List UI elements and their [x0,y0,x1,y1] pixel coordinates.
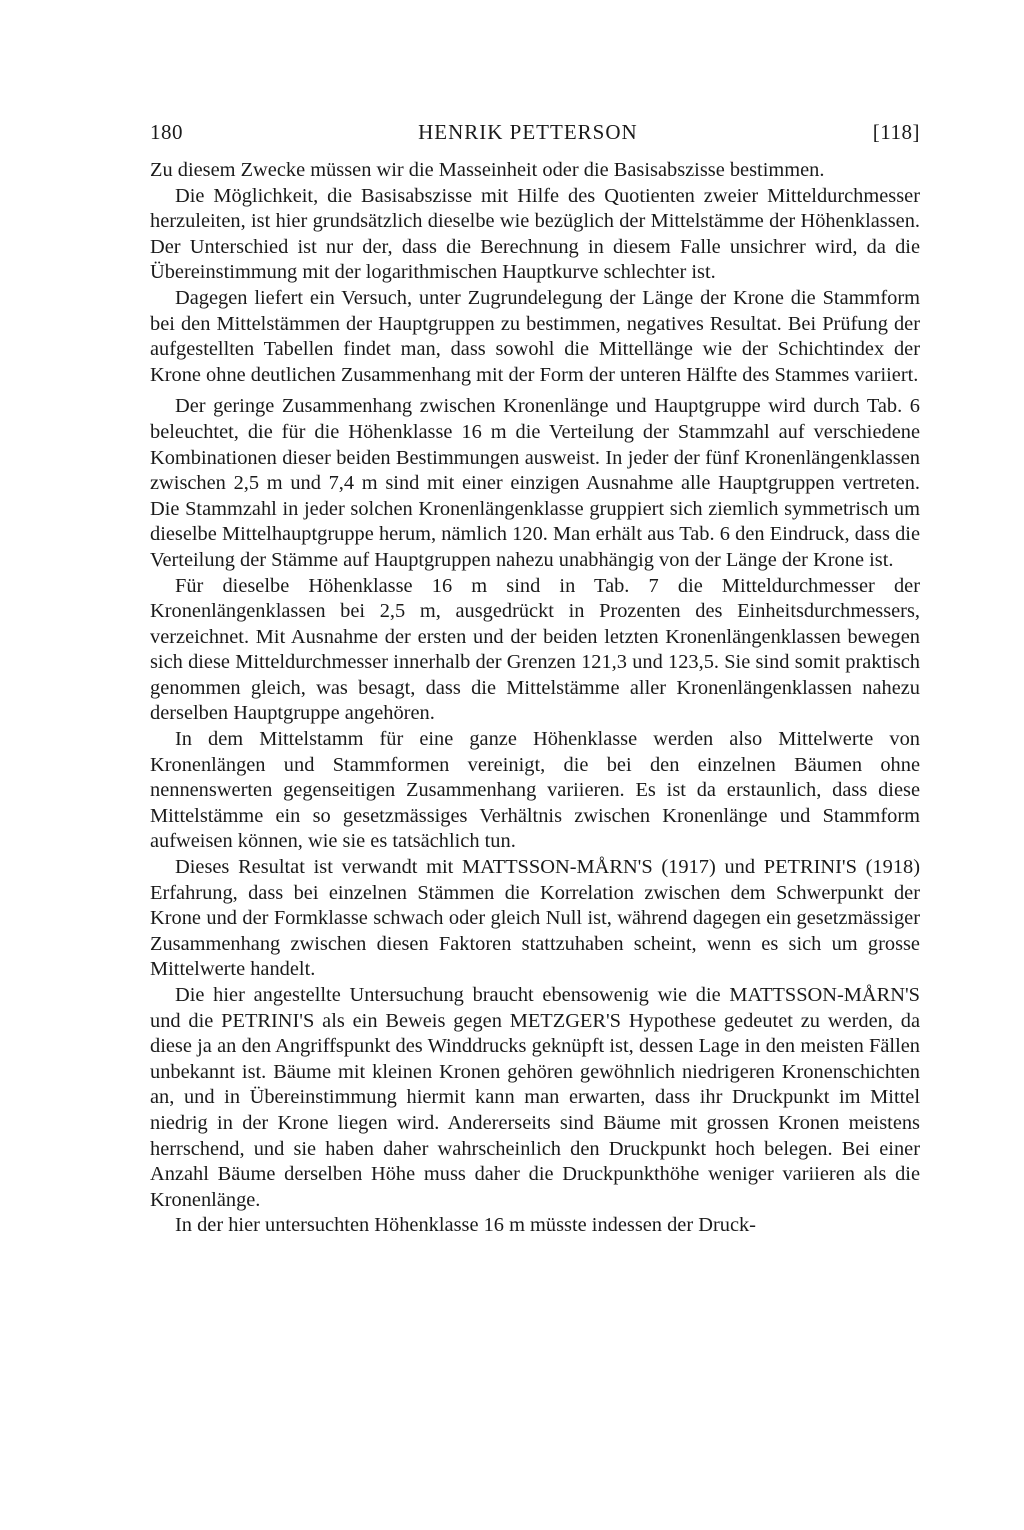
paragraph: Für dieselbe Höhenklasse 16 m sind in Tab. 7 die Mitteldurchmesser der Kronenlängenklassen bei 2,5 m, ausgedrückt in Prozenten des Einheitsdurchmessers, verzeichnet. Mit Ausnahme der ersten und der beiden letzten Kronenlängenklassen bewegen sich diese Mitteldurchmesser innerhalb der Grenzen 121,3 und 123,5. Sie sind somit praktisch genommen gleich, was besagt, dass die Mittelstämme aller Kronenlängenklassen nahezu derselben Hauptgruppe angehören. [150,574,920,725]
running-head [150,118,920,146]
paragraph: In dem Mittelstamm für eine ganze Höhenklasse werden also Mittelwerte von Kronenlängen und Stammformen vereinigt, die bei den einzelnen Bäumen ohne nennenswerten gegenseitigen Zusammenhang variieren. Es ist da erstaunlich, dass diese Mittelstämme ein so gesetzmässiges Verhältnis zwischen Kronenlänge und Stammform aufweisen können, wie sie es tatsächlich tun. [150,728,920,853]
paragraph: Zu diesem Zwecke müssen wir die Masseinheit oder die Basisabszisse bestimmen. [150,159,825,181]
paragraph: Dieses Resultat ist verwandt mit MATTSSON-MÅRN'S (1917) und PETRINI'S (1918) Erfahrung, dass bei einzelnen Stämmen die Korrelation zwischen dem Schwerpunkt der Krone und der Formklasse schwach oder gleich Null ist, während dagegen ein gesetzmässiger Zusammenhang zwischen diesen Faktoren stattzuhaben scheint, wenn es sich um grosse Mittelwerte handelt. [150,856,920,981]
paragraph: Der geringe Zusammenhang zwischen Kronenlänge und Hauptgruppe wird durch Tab. 6 beleuchtet, die für die Höhenklasse 16 m die Verteilung der Stammzahl auf verschiedene Kombinationen dieser beiden Bestimmungen ausweist. In jeder der fünf Kronenlängenklassen zwischen 2,5 m und 7,4 m sind mit einer einzigen Ausnahme alle Hauptgruppen vertreten. Die Stammzahl in jeder solchen Kronenlängenklasse gruppiert sich ziemlich symmetrisch um dieselbe Mittelhauptgruppe herum, nämlich 120. Man erhält aus Tab. 6 den Eindruck, dass die Verteilung der Stämme auf Hauptgruppen nahezu unabhängig von der Länge der Krone ist. [150,395,920,571]
paragraph: In der hier untersuchten Höhenklasse 16 m müsste indessen der Druck- [175,1214,756,1237]
paragraph: Die hier angestellte Untersuchung braucht ebensowenig wie die MATTSSON-MÅRN'S und die PETRINI'S als ein Beweis gegen METZGER'S Hypothese gedeutet zu werden, da diese ja an den Angriffspunkt des Winddrucks geknüpft ist, dessen Lage in den meisten Fällen unbekannt ist. Bäume mit kleinen Kronen gehören gewöhnlich niedrigeren Kronenschichten an, und in Übereinstimmung hiermit kann man erwarten, dass ihr Druckpunkt im Mittel niedrig in der Krone liegen wird. Andererseits sind Bäume mit grossen Kronen meistens herrschend, und sie haben daher wahrscheinlich den Druckpunkt hoch belegen. Bei einer Anzahl Bäume derselben Höhe muss daher die Druckpunkthöhe weniger variieren als die Kronenlänge. [150,984,920,1211]
paragraph: Dagegen liefert ein Versuch, unter Zugrundelegung der Länge der Krone die Stammform bei den Mittelstämmen der Hauptgruppen zu bestimmen, negatives Resultat. Bei Prüfung der aufgestellten Tabellen findet man, dass sowohl die Mittellänge wie der Schichtindex der Krone ohne deutlichen Zusammenhang mit der Form der unteren Hälfte des Stammes variiert. [150,286,920,386]
original-page-number: [118] [872,120,920,144]
document-page [150,118,920,1239]
running-title: HENRIK PETTERSON [418,120,638,144]
paragraph: Die Möglichkeit, die Basisabszisse mit Hilfe des Quotienten zweier Mitteldurchmesser herzuleiten, ist hier grundsätzlich dieselbe wie bezüglich der Mittelstämme der Höhenklassen. Der Unterschied ist nur der, dass die Berechnung in diesem Falle unsichrer wird, da die Übereinstimmung mit der logarithmischen Hauptkurve schlechter ist. [150,184,920,284]
page-number: 180 [150,120,183,144]
body-text [150,158,920,1239]
